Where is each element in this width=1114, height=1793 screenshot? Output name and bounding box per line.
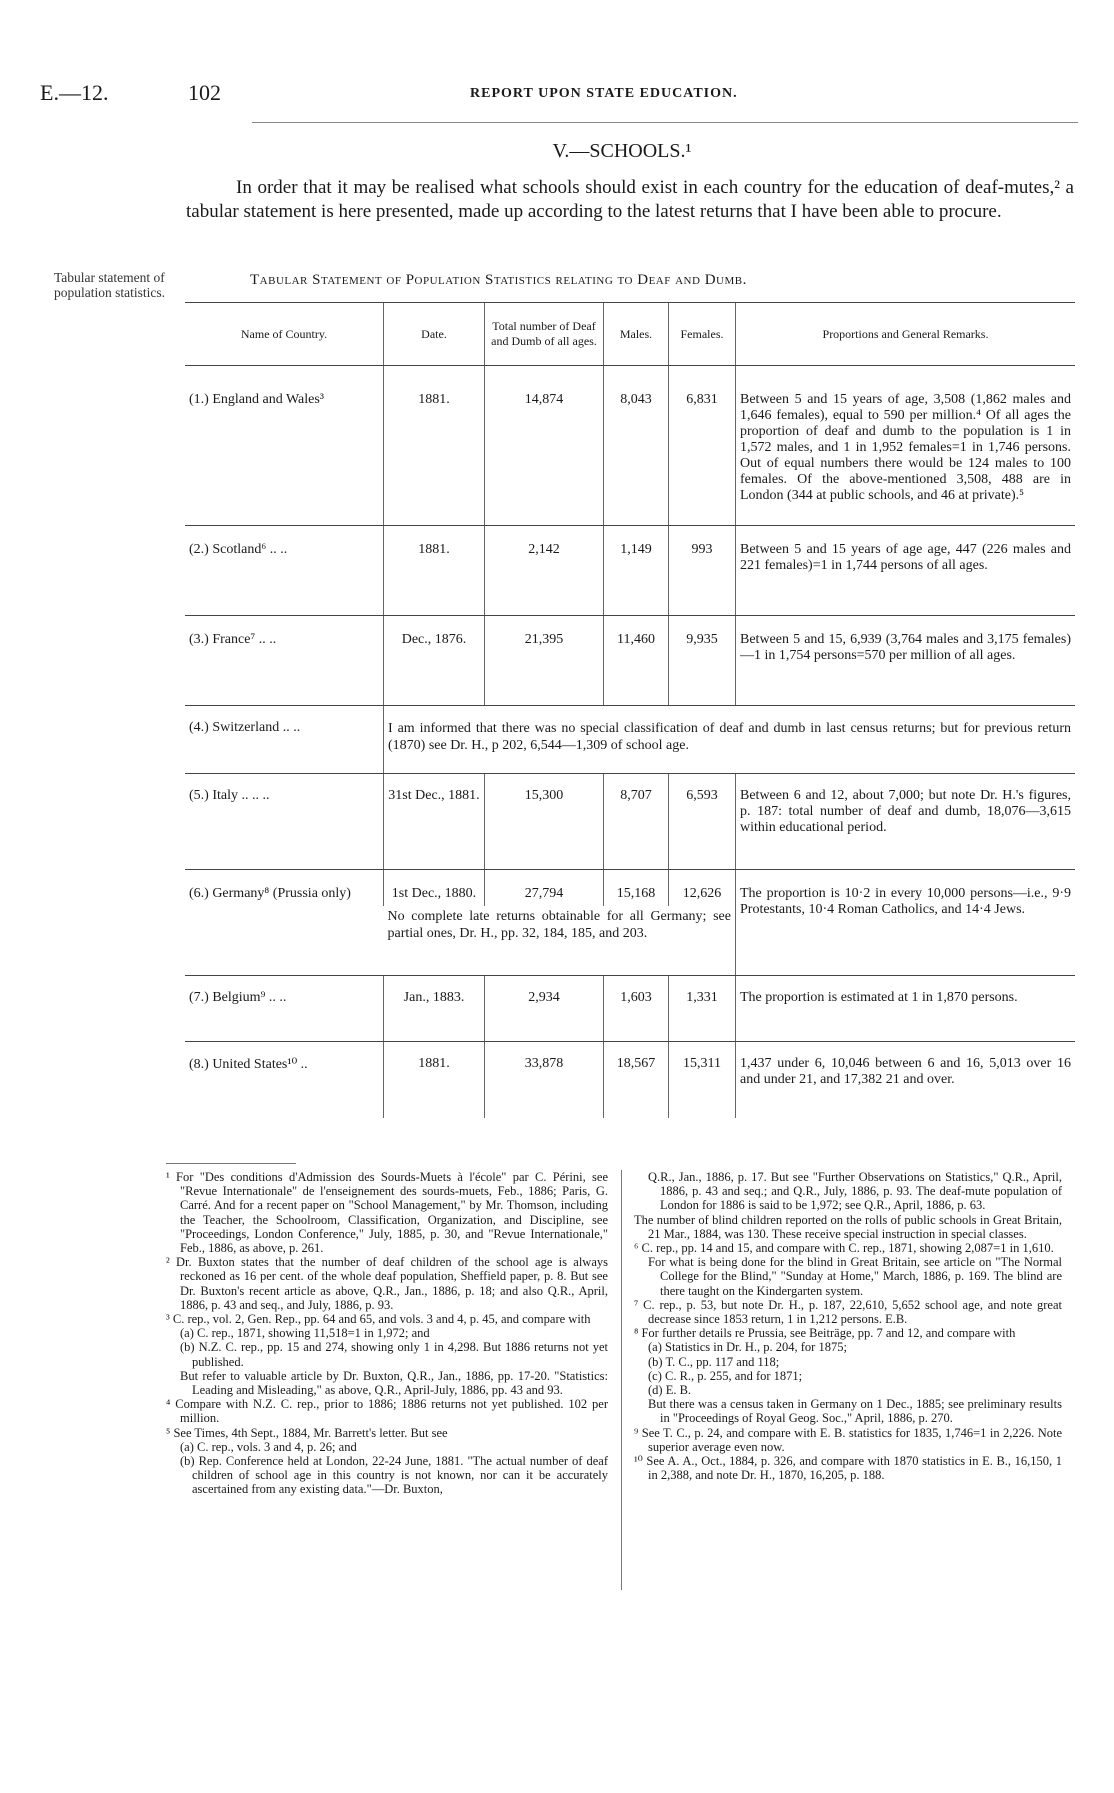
remarks-cell: The proportion is 10·2 in every 10,000 persons—i.e., 9·9 Protestants, 10·4 Roman Catholics, and 14·4 Jews. [736,870,1076,976]
footnote-subitem: But there was a census taken in Germany on 1 Dec., 1885; see preliminary results in "Proceedings of Royal Geog. Soc.," April, 1886, p. 270. [648,1397,1062,1426]
footnote: ⁵ See Times, 4th Sept., 1884, Mr. Barrett's letter. But see [166,1425,448,1440]
females-cell: 12,626 [669,870,736,906]
country-name: (4.) Switzerland .. .. [185,706,384,774]
table-row [185,706,1075,774]
country-name: (2.) Scotland⁶ .. .. [185,526,384,616]
footnote-subitem: (a) Statistics in Dr. H., p. 204, for 1875; [648,1340,847,1355]
footnote-subitem: (a) C. rep., vols. 3 and 4, p. 26; and [180,1439,357,1454]
total-cell: 33,878 [485,1042,604,1118]
footnote-subitem: For what is being done for the blind in Great Britain, see article on "The Normal College for the Blind," "Sunday at Home," March, 1886, p. 169. The blind are there taught on the Kindergarten system. [648,1255,1062,1298]
footnote-rule [166,1163,296,1164]
sub-note-cell: No complete late returns obtainable for all Germany; see partial ones, Dr. H., pp. 32, 184, 185, and 203. [384,906,736,976]
header-name: Name of Country. [185,303,384,366]
footnote-subitem: (b) N.Z. C. rep., pp. 15 and 274, showing only 1 in 4,298. But 1886 returns not yet published. [180,1340,608,1369]
margin-note: Tabular statement of population statistics. [54,270,165,300]
table-row [185,870,1075,906]
footnote: ⁶ C. rep., pp. 14 and 15, and compare with C. rep., 1871, showing 2,087=1 in 1,610. [634,1241,1054,1256]
footnotes-left [166,1170,608,1497]
footnote: ³ C. rep., vol. 2, Gen. Rep., pp. 64 and 65, and vols. 3 and 4, p. 45, and compare with [166,1312,591,1327]
males-cell: 15,168 [604,870,669,906]
footnote-continuation: Q.R., Jan., 1886, p. 17. But see "Further Observations on Statistics," Q.R., April, 1886, p. 43 and seq.; and Q.R., July, 1886, p. 93. The deaf-mute population of London for 1886 is said to be 1,972; see Q.R., April, 1886, p. 63. [648,1170,1062,1213]
females-cell: 6,593 [669,774,736,870]
table-row [185,526,1075,616]
footnote: ⁸ For further details re Prussia, see Beiträge, pp. 7 and 12, and compare with [634,1326,1016,1341]
series-code: E.—12. [40,80,109,105]
remarks-cell: Between 5 and 15 years of age age, 447 (226 males and 221 females)=1 in 1,744 persons of all ages. [736,526,1076,616]
table-row [185,366,1075,526]
table-header-row [185,303,1075,366]
footnote-subitem: But refer to valuable article by Dr. Buxton, Q.R., Jan., 1886, pp. 17-20. "Statistics: Leading and Misleading," as above, Q.R., April-July, 1886, pp. 43 and 93. [180,1368,608,1398]
header-date: Date. [384,303,485,366]
header-rule [252,122,1078,123]
males-cell: 8,707 [604,774,669,870]
remarks-cell: 1,437 under 6, 10,046 between 6 and 16, 5,013 over 16 and under 21, and 17,382 21 and over. [736,1042,1076,1118]
date-cell: Dec., 1876. [384,616,485,706]
country-name: (7.) Belgium⁹ .. .. [185,976,384,1042]
footnote: ² Dr. Buxton states that the number of deaf children of the school age is always reckoned as 16 per cent. of the whole deaf population, Sheffield paper, p. 8. But see Dr. Buxton's recent article as above, Q.R., Jan., 1886, p. 18; and also Q.R., April, 1886, p. 43 and seq., and July, 1886, p. 93. [166,1255,608,1312]
header-total: Total number of Deaf and Dumb of all ages. [485,303,604,366]
total-cell: 2,142 [485,526,604,616]
table-title: Tabular Statement of Population Statistics relating to Deaf and Dumb. [250,272,747,288]
total-cell: 15,300 [485,774,604,870]
date-cell: 31st Dec., 1881. [384,774,485,870]
section-title: V.—SCHOOLS.¹ [552,140,692,162]
country-name: (8.) United States¹⁰ .. [189,1057,308,1072]
remarks-cell: The proportion is estimated at 1 in 1,870 persons. [736,976,1076,1042]
country-name: (1.) England and Wales³ [185,366,384,526]
males-cell: 11,460 [604,616,669,706]
footnote-subitem: (b) T. C., pp. 117 and 118; [648,1354,780,1369]
females-cell: 9,935 [669,616,736,706]
footnote: ¹ For "Des conditions d'Admission des Sourds-Muets à l'école" par C. Périni, see "Revue Internationale" de l'enseignement des sourds-muets, Feb., 1886; Paris, G. Carré. And for a recent paper on "School Management," by Mr. Thomson, including the Teacher, the Schoolroom, Classification, Organization, and Discipline, see "Proceedings, London Conference," July, 1885, p. 30, and "Revue Internationale," Feb., 1886, as above, p. 261. [166,1170,608,1256]
table-row [185,616,1075,706]
span-note-cell: I am informed that there was no special classification of deaf and dumb in last census returns; but for previous return (1870) see Dr. H., p 202, 6,544—1,309 of school age. [384,706,1076,774]
date-cell: 1st Dec., 1880. [384,870,485,906]
header-females: Females. [669,303,736,366]
footnote-column-divider [621,1170,622,1590]
remarks-cell: Between 6 and 12, about 7,000; but note Dr. H.'s figures, p. 187: total number of deaf and dumb, 18,076—3,615 within educational period. [736,774,1076,870]
table-row [185,1042,1075,1118]
date-cell: 1881. [384,1042,485,1118]
country-name: (3.) France⁷ .. .. [185,616,384,706]
footnote-subitem: The number of blind children reported on the rolls of public schools in Great Britain, 21 Mar., 1884, was 130. These receive special instruction in special classes. [634,1212,1062,1241]
males-cell: 1,603 [604,976,669,1042]
males-cell: 18,567 [604,1042,669,1118]
males-cell: 8,043 [604,366,669,526]
statistics-table [185,302,1075,1118]
table-row [185,774,1075,870]
total-cell: 21,395 [485,616,604,706]
total-cell: 27,794 [485,870,604,906]
page-number: 102 [188,80,221,105]
intro-paragraph: In order that it may be realised what schools should exist in each country for the education of deaf-mutes,² a tabular statement is here presented, made up according to the latest returns that I have been able to procure. [186,177,1074,222]
footnote: ⁷ C. rep., p. 53, but note Dr. H., p. 187, 22,610, 5,652 school age, and note great decrease since 1853 return, 1 in 1,212 persons. E.B. [634,1297,1062,1327]
country-name: (5.) Italy .. .. .. [185,774,384,870]
footnotes-right [634,1170,1062,1482]
header-remarks: Proportions and General Remarks. [736,303,1076,366]
date-cell: 1881. [384,526,485,616]
remarks-cell: Between 5 and 15 years of age, 3,508 (1,862 males and 1,646 females), equal to 590 per million.⁴ Of all ages the proportion of deaf and dumb to the population is 1 in 1,572 males, and 1 in 1,952 females=1 in 1,746 persons. Out of equal numbers there would be 124 males to 100 females. Of the above-mentioned 3,508, 488 are in London (344 at public schools, and 46 at private).⁵ [736,366,1076,526]
females-cell: 6,831 [669,366,736,526]
footnote: ⁹ See T. C., p. 24, and compare with E. B. statistics for 1835, 1,746=1 in 2,226. Note superior average even now. [634,1425,1062,1454]
footnote: ¹⁰ See A. A., Oct., 1884, p. 326, and compare with 1870 statistics in E. B., 16,150, 1 in 2,388, and note Dr. H., 1870, 16,205, p. 188. [634,1454,1062,1483]
footnote-subitem: (b) Rep. Conference held at London, 22-24 June, 1881. "The actual number of deaf children of school age in this country is not known, nor can it be accurately ascertained from any existing data."—Dr. Buxton, [180,1454,608,1497]
footnote-subitem: (c) C. R., p. 255, and for 1871; [648,1368,803,1383]
running-title: REPORT UPON STATE EDUCATION. [470,86,738,101]
footnote-subitem: (d) E. B. [648,1383,692,1398]
females-cell: 15,311 [669,1042,736,1118]
date-cell: 1881. [384,366,485,526]
header-males: Males. [604,303,669,366]
females-cell: 993 [669,526,736,616]
remarks-cell: Between 5 and 15, 6,939 (3,764 males and 3,175 females)—1 in 1,754 persons=570 per million of all ages. [736,616,1076,706]
total-cell: 14,874 [485,366,604,526]
males-cell: 1,149 [604,526,669,616]
table-row [185,976,1075,1042]
total-cell: 2,934 [485,976,604,1042]
footnote-subitem: (a) C. rep., 1871, showing 11,518=1 in 1,972; and [180,1326,430,1341]
date-cell: Jan., 1883. [384,976,485,1042]
country-name: (6.) Germany⁸ (Prussia only) [185,870,384,976]
footnote: ⁴ Compare with N.Z. C. rep., prior to 1886; 1886 returns not yet published. 102 per million. [166,1397,608,1426]
females-cell: 1,331 [669,976,736,1042]
